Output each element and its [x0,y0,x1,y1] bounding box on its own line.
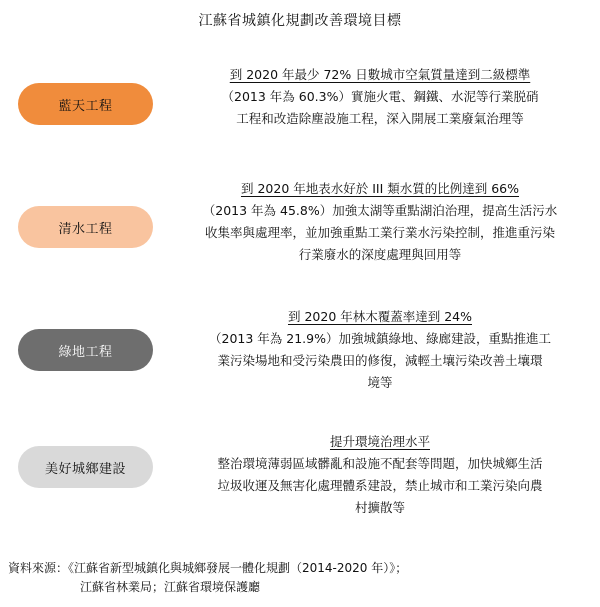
project-label: 美好城鄉建設 [44,461,126,477]
project-line: （2013 年為 21.9%）加強城鎮綠地、綠廊建設，重點推進工 [209,331,551,346]
project-description [172,431,588,519]
source-line: 江蘇省林業局；江蘇省環境保護廳 [80,580,261,594]
project-heading: 提升環境治理水平 [329,434,430,449]
project-pill-blue-sky [18,83,153,125]
project-line: （2013 年為 60.3%）實施火電、鋼鐵、水泥等行業脱硝 [221,89,539,104]
project-description [172,64,588,130]
project-heading: 到 2020 年最少 72% 日數城市空氣質量達到二級標準 [229,67,531,82]
project-label: 綠地工程 [58,344,113,360]
project-line: 村擴散等 [354,500,405,515]
project-description [172,306,588,394]
project-label: 清水工程 [58,221,113,237]
project-line: 行業廢水的深度處理與回用等 [298,247,462,262]
project-description [172,178,588,266]
project-label: 藍天工程 [58,98,113,114]
project-heading: 到 2020 年林木覆蓋率達到 24% [287,309,472,324]
page-title: 江蘇省城鎮化規劃改善環境目標 [198,13,402,29]
project-pill-beautiful-urban-rural [18,446,153,488]
project-line: 業污染場地和受污染農田的修復，減輕土壤污染改善土壤環 [217,353,543,368]
project-line: 工程和改造除塵設施工程，深入開展工業廢氣治理等 [236,111,524,126]
project-line: 整治環境薄弱區域髒亂和設施不配套等問題，加快城鄉生活 [217,456,543,471]
project-line: 垃圾收運及無害化處理體系建設，禁止城市和工業污染向農 [217,478,543,493]
project-line: 境等 [367,375,393,390]
project-pill-green-land [18,329,153,371]
source-line: 資料來源：《江蘇省新型城鎮化與城鄉發展一體化規劃（2014-2020 年）》； [8,561,408,575]
source-note [8,559,598,597]
project-pill-clear-water [18,206,153,248]
project-heading: 到 2020 年地表水好於 III 類水質的比例達到 66% [240,181,520,196]
project-line: （2013 年為 45.8%）加強太湖等重點湖泊治理，提高生活污水 [202,203,558,218]
project-line: 收集率與處理率，並加強重點工業行業水污染控制，推進重污染 [204,225,555,240]
